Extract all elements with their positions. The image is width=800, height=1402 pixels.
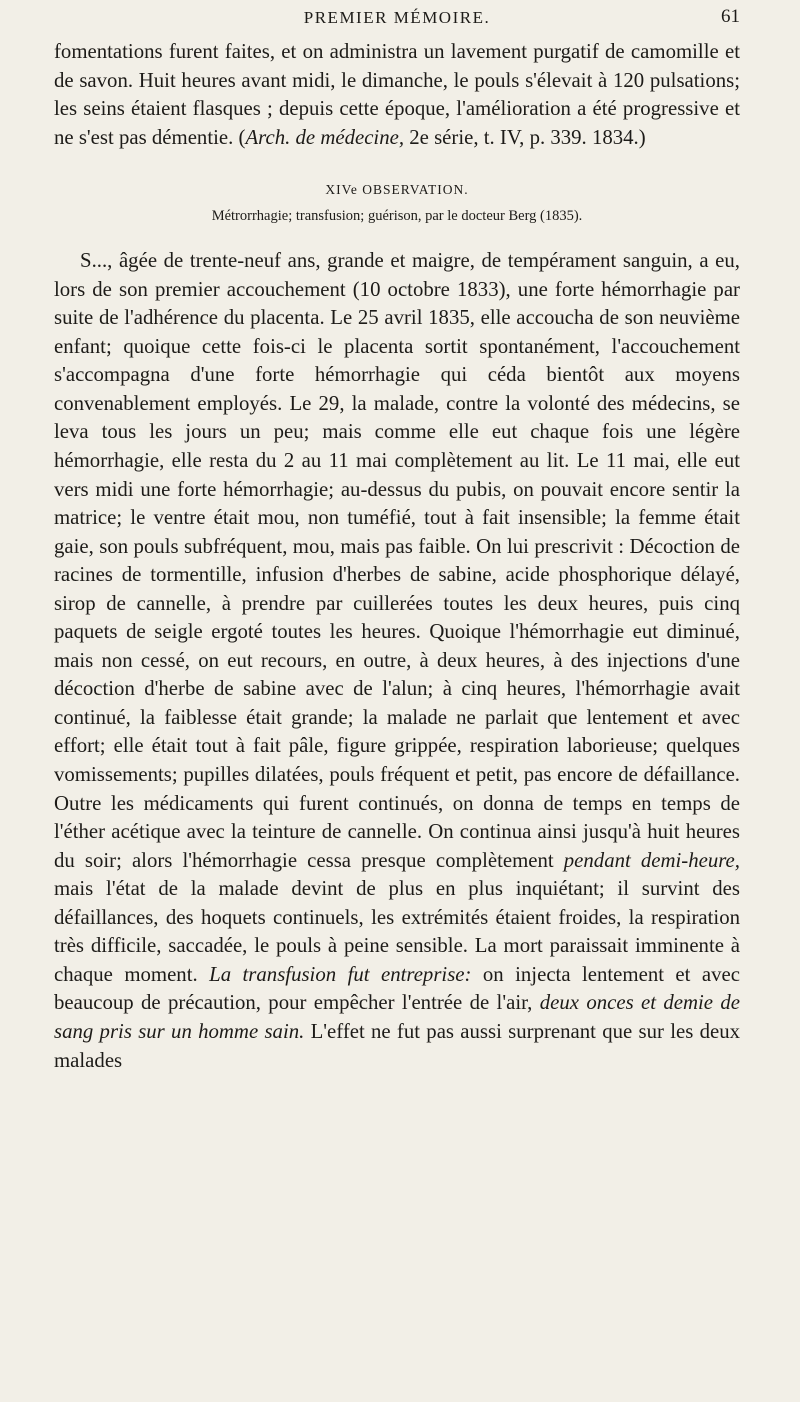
italic-phrase-1: pendant demi-heure,	[563, 848, 740, 872]
paragraph-2-text: S..., âgée de trente-neuf ans, grande et maigre, de tempérament sanguin, a eu, lors de son premier accouchement (10 octobre 1833), une forte hémorrhagie par suite de l'adhérence du placenta. Le 25 avril 1835, elle accoucha de son neuvième enfant; quoique cette fois-ci le placenta sortit spontanément, l'accouchement s'accompagna d'une forte hémorrhagie qui céda bientôt aux moyens convenablement employés. Le 29, la malade, contre la volonté des médecins, se leva tous les jours un peu; mais comme elle eut chaque fois une légère hémorrhagie, elle resta du 2 au 11 mai complètement au lit. Le 11 mai, elle eut vers midi une forte hémorrhagie; au-dessus du pubis, on pouvait encore sentir la matrice; le ventre était mou, non tuméfié, tout à fait insensible; la femme était gaie, son pouls subfréquent, mou, mais pas faible. On lui prescrivit : Décoction de racines de tormentille, infusion d'herbes de sabine, acide phosphorique délayé, sirop de cannelle, à prendre par cuillerées toutes les deux heures, puis cinq paquets de seigle ergoté toutes les heures. Quoique l'hémorrhagie eut diminué, mais non cessé, on eut recours, en outre, à deux heures, à des injections d'une décoction d'herbe de sabine avec de l'alun; à cinq heures, l'hémorrhagie avait continué, la faiblesse était grande; la malade ne parlait que lentement et avec effort; elle était tout à fait pâle, figure grippée, respiration laborieuse; quelques vomissements; pupilles dilatées, pouls fréquent et petit, pas encore de défaillance. Outre les médicaments qui furent continués, on donna de temps en temps de l'éther acétique avec la teinture de cannelle. On continua ainsi jusqu'à huit heures du soir; alors l'hémorrhagie cessa presque complètement	[54, 249, 740, 872]
paragraph-2-text-c: on injecta lentement et avec beaucoup de précaution, pour empêcher l'entrée de l'air,	[54, 962, 740, 1015]
observation-subtitle: Métrorrhagie; transfusion; guérison, par le docteur Berg (1835).	[211, 208, 583, 225]
page-number: 61	[721, 6, 740, 27]
observation-paragraph	[54, 247, 740, 1075]
observation-heading: XIVe OBSERVATION.	[325, 182, 469, 198]
paragraph-1-text: fomentations furent faites, et on administra un lavement purgatif de camomille et de savon. Huit heures avant midi, le dimanche, le pouls s'élevait à 120 pulsations; les seins étaient flasques ; depuis cette époque, l'amélioration a été progressive et ne s'est pas démentie. (	[54, 40, 740, 149]
body-text	[54, 38, 740, 1075]
citation-journal: Arch. de médecine,	[245, 125, 405, 149]
running-title: PREMIER MÉMOIRE.	[303, 8, 491, 27]
paragraph-2-text-d: L'effet ne fut pas aussi surprenant que sur les deux malades	[54, 1019, 740, 1072]
paragraph-2-text-b: mais l'état de la malade devint de plus en plus inquiétant; il survint des défaillances, des hoquets continuels, les extrémités étaient froides, la respiration très difficile, saccadée, le pouls à peine sensible. La mort paraissait imminente à chaque moment.	[54, 877, 740, 986]
citation-details: 2e série, t. IV, p. 339. 1834.)	[404, 125, 646, 149]
paragraph-continuation	[54, 38, 740, 152]
running-head	[54, 4, 740, 38]
italic-phrase-3: deux onces et demie de sang pris sur un homme sain.	[54, 991, 741, 1043]
italic-phrase-2: La transfusion fut entreprise:	[209, 962, 472, 986]
